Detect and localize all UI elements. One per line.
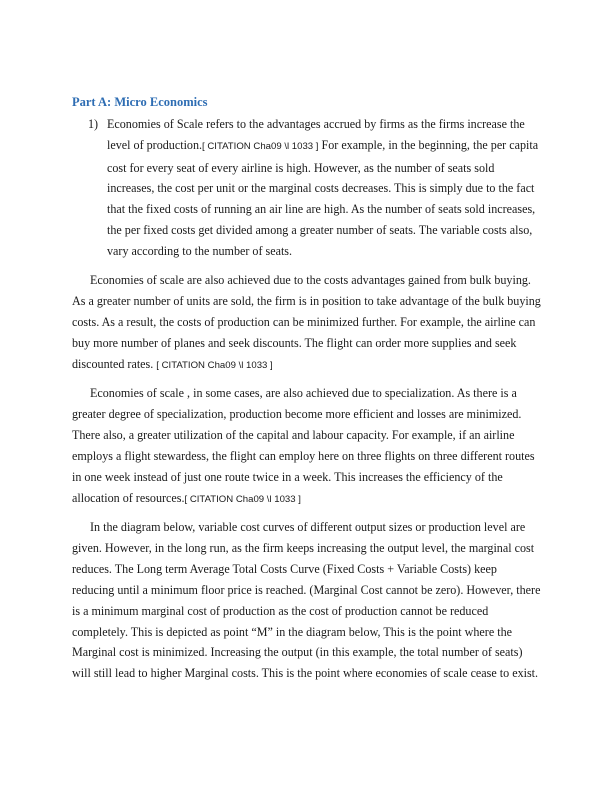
paragraph-text: Economies of scale are also achieved due to the costs advantages gained from bulk buying. As a greater number of units are sold, the firm is in position to take advantage of the bulk buying costs. As a result, the costs of production can be minimized further. For example, the airline can buy more number of planes and seek discounts. The flight can order more supplies and seek discounted rates. — [72, 273, 541, 371]
paragraph-text: Economies of scale , in some cases, are also achieved due to specialization. As there is a greater degree of specialization, production become more efficient and losses are minimized. There also, a greater utilization of the capital and labour capacity. For example, if an airline employs a flight stewardess, the flight can employ here on three flights on three different routes in one week instead of just one route twice in a week. This increases the efficiency of the allocation of resources. — [72, 386, 535, 505]
paragraph-text: In the diagram below, variable cost curves of different output sizes or production level are given. However, in the long run, as the firm keeps increasing the output level, the marginal cost reduces. The Long term Average Total Costs Curve (Fixed Costs + Variable Costs) keep reducing until a minimum floor price is reached. (Marginal Cost cannot be zero). However, there is a minimum marginal cost of production as the cost of production cannot be reduced completely. This is depicted as point “M” in the diagram below, This is the point where the Marginal cost is minimized. Increasing the output (in this example, the total number of seats) will still lead to higher Marginal costs. This is the point where economies of scale cease to exist. — [72, 520, 541, 681]
list-item — [88, 114, 542, 262]
citation-field: [ CITATION Cha09 \l 1033 ] — [156, 359, 273, 371]
list-item-number: 1) — [88, 117, 99, 131]
citation-field: [ CITATION Cha09 \l 1033 ] — [184, 493, 301, 505]
paragraph-diagram-description — [72, 517, 542, 684]
section-heading: Part A: Micro Economics — [72, 95, 208, 109]
list-item-text-a: Economies of Scale refers to the advantages accrued by firms as the firms increase the level of production. — [107, 117, 525, 152]
numbered-list — [88, 114, 542, 262]
paragraph-specialization — [72, 383, 542, 510]
citation-field: [ CITATION Cha09 \l 1033 ] — [202, 140, 319, 152]
list-item-text-b: For example, in the beginning, the per capita cost for every seat of every airline is high. However, as the number of seats sold increases, the cost per unit or the marginal costs decreases. This is simply due to the fact that the fixed costs of running an air line are high. As the number of seats sold increases, the per fixed costs get divided among a greater number of seats. The variable costs also, vary according to the number of seats. — [107, 137, 539, 258]
paragraph-bulk-buying — [72, 270, 542, 377]
